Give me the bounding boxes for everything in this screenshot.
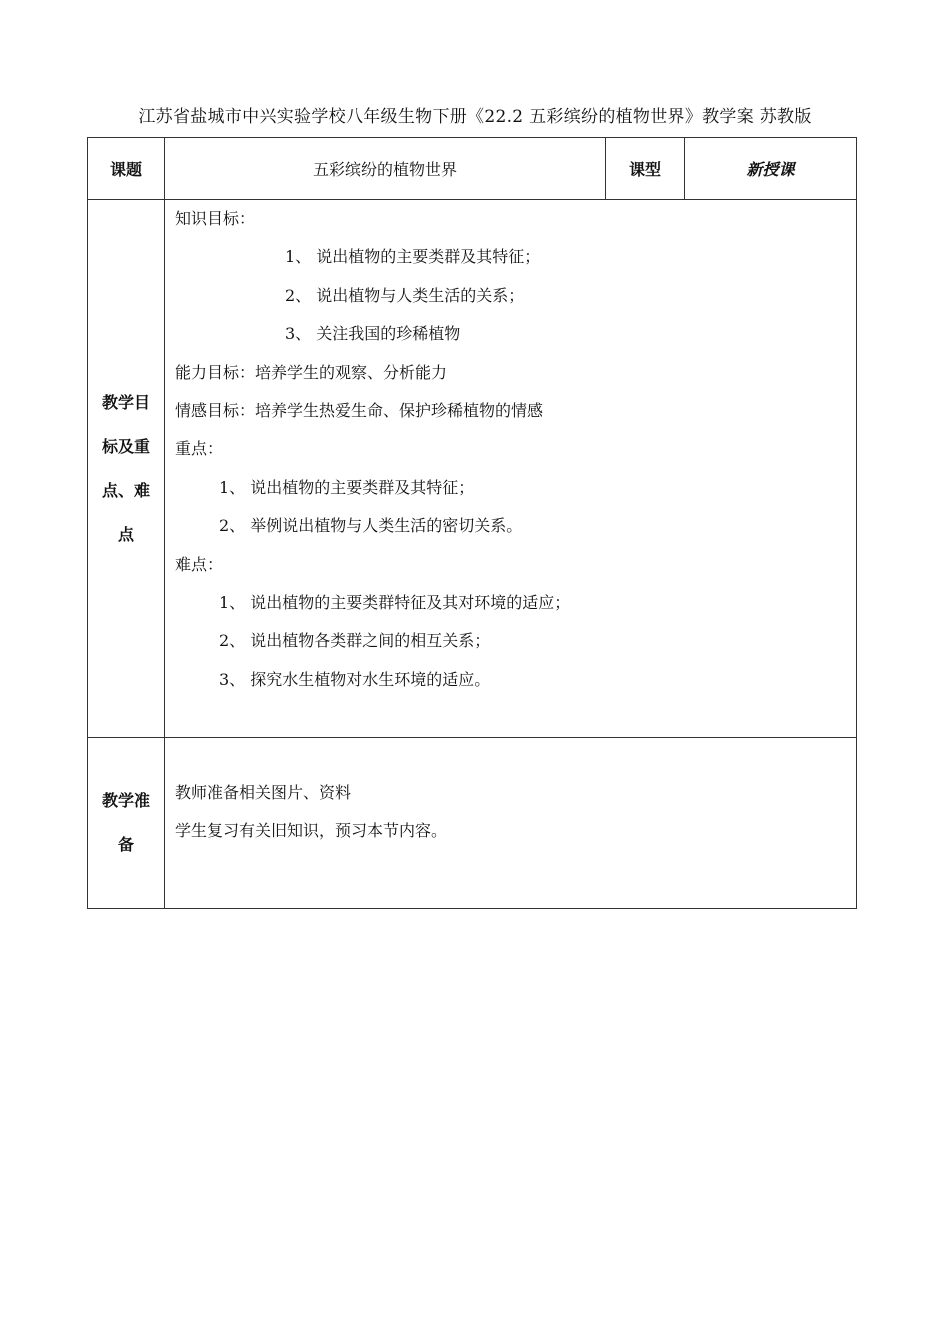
preparation-row — [88, 738, 857, 909]
emotion-goal: 情感目标：培养学生热爱生命、保护珍稀植物的情感 — [175, 400, 544, 420]
goals-label-line: 教学目 — [101, 392, 150, 412]
goals-label — [88, 200, 165, 738]
preparation-label — [88, 738, 165, 909]
topic-value: 五彩缤纷的植物世界 — [165, 138, 606, 200]
difficulty-item: 1、 说出植物的主要类群特征及其对环境的适应； — [219, 592, 571, 612]
key-point-item: 1、 说出植物的主要类群及其特征； — [219, 477, 475, 497]
ability-goal: 能力目标：培养学生的观察、分析能力 — [175, 362, 448, 382]
type-value: 新授课 — [685, 138, 857, 200]
goals-label-line: 点 — [117, 524, 134, 544]
key-point-item: 2、 举例说出植物与人类生活的密切关系。 — [219, 516, 523, 536]
preparation-item: 教师准备相关图片、资料 — [175, 783, 352, 802]
preparation-label-line: 备 — [117, 835, 134, 854]
goals-label-line: 标及重 — [101, 436, 150, 456]
goals-row — [88, 200, 857, 738]
knowledge-heading: 知识目标： — [175, 209, 256, 228]
difficulty-item: 3、 探究水生植物对水生环境的适应。 — [219, 669, 491, 689]
goals-label-line: 点、难 — [101, 480, 150, 500]
knowledge-item: 1、 说出植物的主要类群及其特征； — [285, 247, 541, 267]
lesson-plan-table — [87, 137, 857, 909]
knowledge-item: 3、 关注我国的珍稀植物 — [285, 324, 461, 344]
header-row — [88, 138, 857, 200]
key-points-heading: 重点： — [175, 439, 224, 459]
goals-content — [165, 200, 857, 738]
preparation-item: 学生复习有关旧知识，预习本节内容。 — [175, 821, 448, 840]
topic-label: 课题 — [88, 138, 165, 200]
difficulty-item: 2、 说出植物各类群之间的相互关系； — [219, 631, 491, 651]
document-title: 江苏省盐城市中兴实验学校八年级生物下册《22.2 五彩缤纷的植物世界》教学案 苏教版 — [138, 107, 812, 127]
difficulty-heading: 难点： — [175, 554, 224, 574]
knowledge-item: 2、 说出植物与人类生活的关系； — [285, 285, 525, 305]
preparation-content — [165, 738, 857, 909]
preparation-label-line: 教学准 — [101, 791, 150, 810]
type-label: 课型 — [606, 138, 685, 200]
